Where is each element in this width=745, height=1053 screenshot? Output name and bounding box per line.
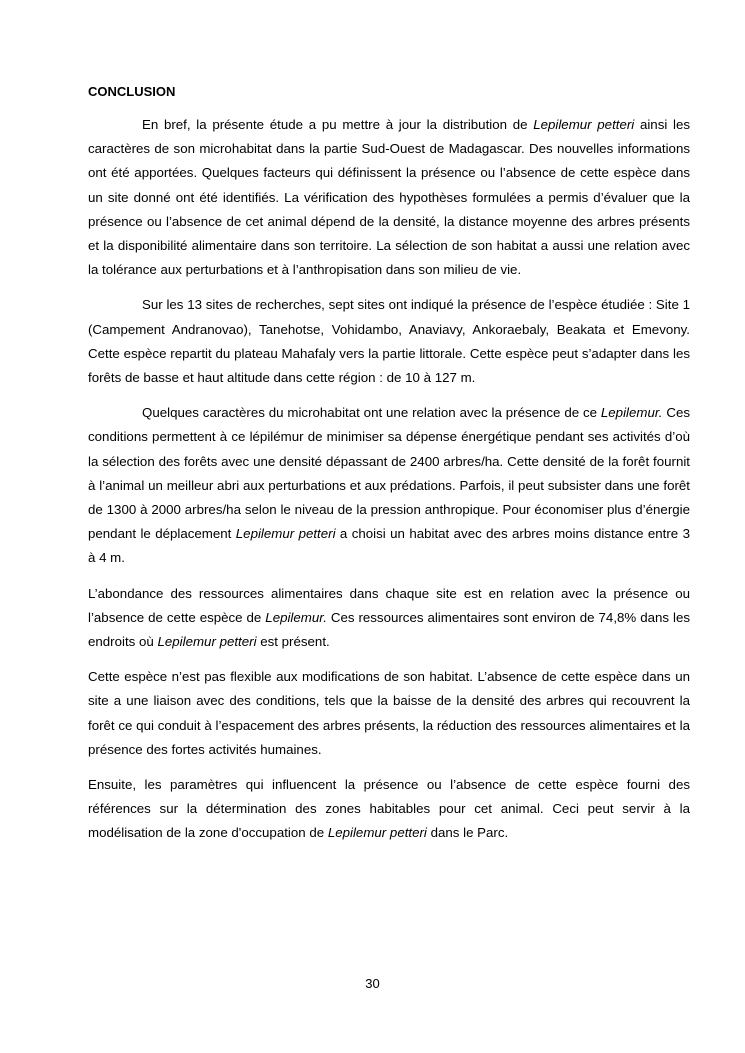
paragraph-3-text-b: Ces conditions permettent à ce lépilémur de minimiser sa dépense énergétique pendant ses activités d’où la sélection des forêts avec une densité dépassant de 2400 arbres/ha. Cette densité de la forêt fournit à l’animal un meilleur abri aux perturbations et aux prédations. Parfois, il peut subsister dans une forêt de 1300 à 2000 arbres/ha selon le niveau de la pression anthropique. Pour économiser plus d’énergie pendant le déplacement	[88, 405, 690, 542]
paragraph-1-text-a: En bref, la présente étude a pu mettre à jour la distribution de	[142, 117, 534, 132]
section-heading: CONCLUSION	[88, 84, 176, 99]
paragraph-4-text-b: Ces ressources alimentaires sont environ de 74,8% dans les endroits où	[88, 609, 690, 650]
genus-name: Lepilemur.	[600, 405, 663, 421]
paragraph-6-text-a: Ensuite, les paramètres qui influencent la présence ou l’absence de cette espèce fourni des références sur la détermination des zones habitables pour cet animal. Ceci peut servir à la modélisation de la zone d'occupation de	[88, 777, 690, 841]
paragraph-6	[88, 773, 690, 846]
paragraph-3	[88, 401, 690, 570]
paragraph-2: Sur les 13 sites de recherches, sept sites ont indiqué la présence de l’espèce étudiée : Site 1 (Campement Andranovao), Tanehotse, Vohidambo, Anaviavy, Ankoraebaly, Beakata et Emevony. Cette espèce repartit du plateau Mahafaly vers la partie littorale. Cette espèce peut s’adapter dans les forêts de basse et haut altitude dans cette région : de 10 à 127 m.	[88, 297, 690, 386]
genus-name: Lepilemur.	[265, 609, 327, 625]
paragraph-3-text-a: Quelques caractères du microhabitat ont une relation avec la présence de ce	[142, 405, 601, 421]
species-name: Lepilemur petteri	[235, 526, 336, 542]
paragraph-1	[88, 113, 690, 282]
species-name: Lepilemur petteri	[157, 634, 257, 650]
document-page	[88, 84, 690, 857]
paragraph-3-text-c: a choisi un habitat avec des arbres moins distance entre 3 à 4 m.	[88, 526, 690, 566]
paragraph-4-text-c: est présent.	[256, 634, 330, 650]
paragraph-5: Cette espèce n’est pas flexible aux modifications de son habitat. L’absence de cette espèce dans un site a une liaison avec des conditions, tels que la baisse de la densité des arbres qui recouvrent la forêt ce qui conduit à l’espacement des arbres présents, la réduction des ressources alimentaires et la présence des fortes activités humaines.	[88, 669, 690, 757]
species-name: Lepilemur petteri	[533, 117, 635, 132]
paragraph-4	[88, 582, 690, 655]
page-number: 30	[365, 976, 380, 991]
species-name: Lepilemur petteri	[327, 825, 427, 841]
paragraph-6-text-b: dans le Parc.	[426, 825, 509, 841]
paragraph-1-text-b: ainsi les caractères de son microhabitat dans la partie Sud-Ouest de Madagascar. Des nouvelles informations ont été apportées. Quelques facteurs qui définissent la présence ou l’absence de cette espèce dans un site donné ont été identifiés. La vérification des hypothèses formulées a permis d’évaluer que la présence ou l’absence de cet animal dépend de la densité, la distance moyenne des arbres présents et la disponibilité alimentaire dans son territoire. La sélection de son habitat a aussi une relation avec la tolérance aux perturbations et à l’anthropisation dans son milieu de vie.	[88, 117, 690, 278]
paragraph-4-text-a: L’abondance des ressources alimentaires dans chaque site est en relation avec la présence ou l’absence de cette espèce de	[88, 585, 690, 625]
